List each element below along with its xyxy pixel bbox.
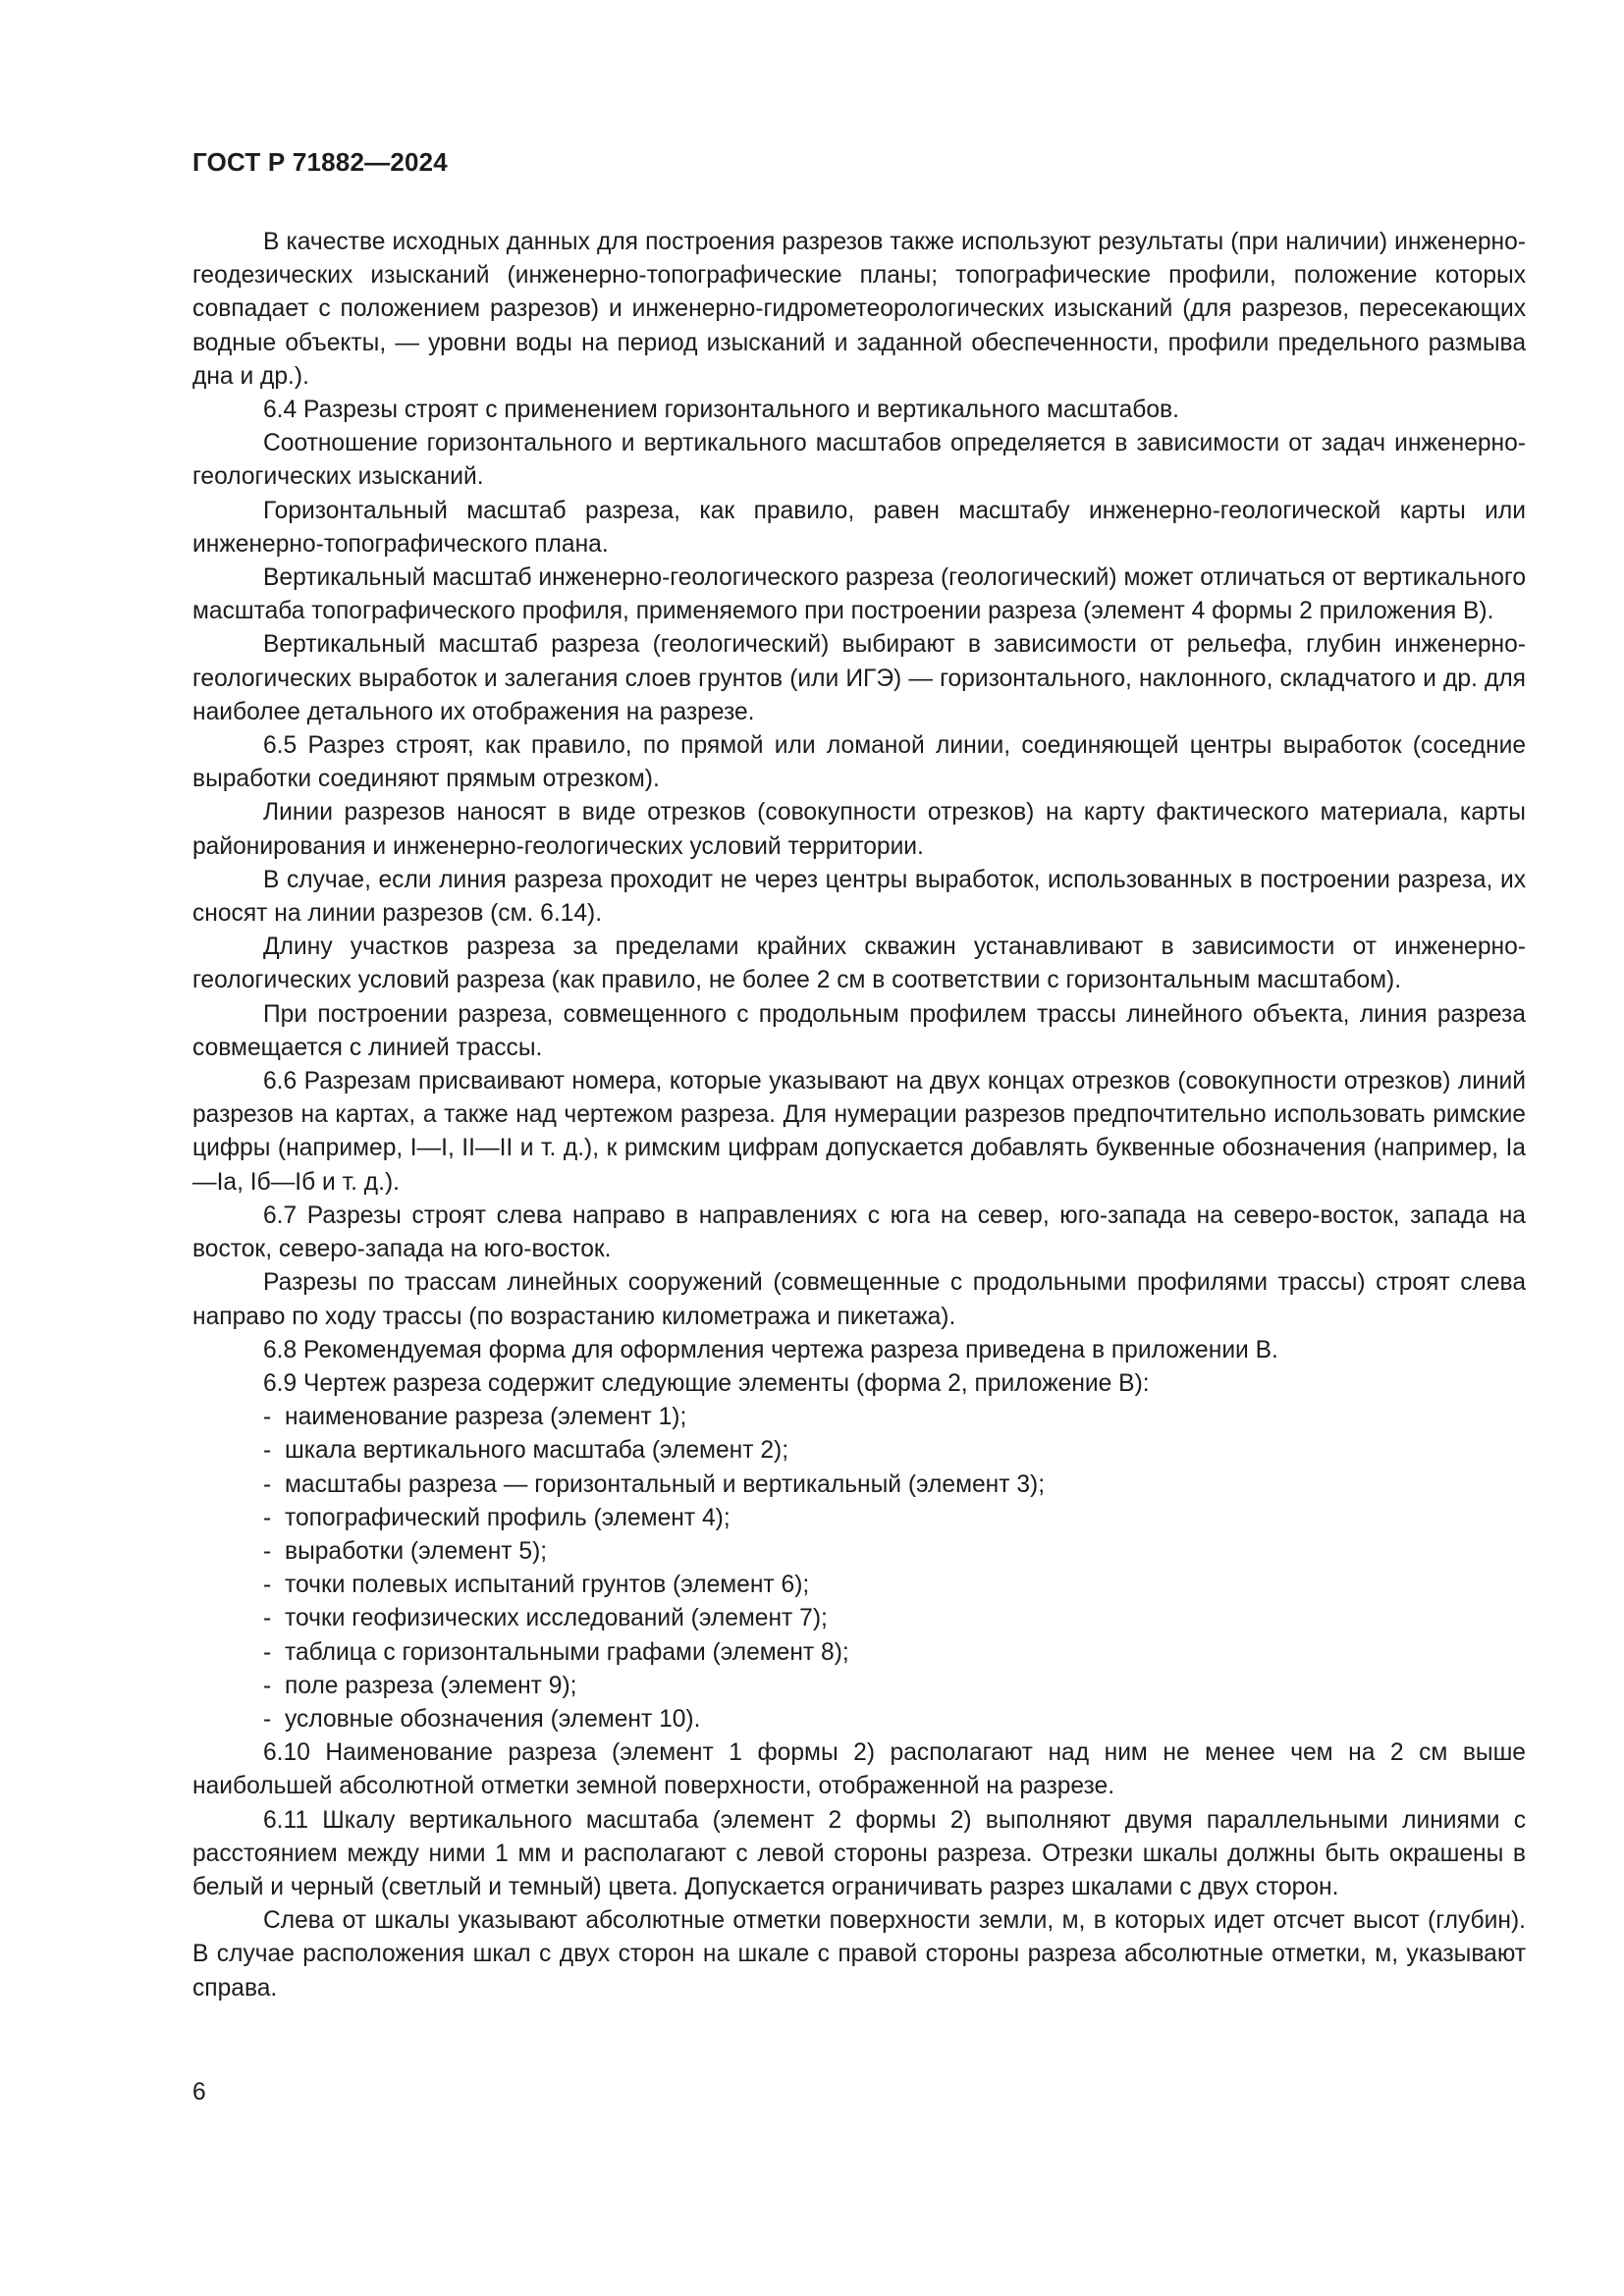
paragraph: 6.9 Чертеж разреза содержит следующие элементы (форма 2, приложение В): [263, 1369, 1150, 1397]
list-dash: - [263, 1572, 272, 1599]
list-dash: - [263, 1605, 272, 1632]
list-item-text: условные обозначения (элемент 10). [285, 1705, 701, 1733]
elements-list [192, 1401, 1526, 1736]
list-item-text: масштабы разреза — горизонтальный и вертикальный (элемент 3); [285, 1470, 1046, 1498]
paragraph: 6.10 Наименование разреза (элемент 1 формы 2) располагают над ним не менее чем на 2 см выше наибольшей абсолютной отметки земной поверхности, отображенной на разрезе. [192, 1739, 1526, 1800]
list-item [263, 1703, 1526, 1736]
document-body [192, 226, 1526, 2005]
page-number: 6 [192, 2079, 206, 2106]
list-dash: - [263, 1504, 272, 1531]
list-dash: - [263, 1404, 272, 1431]
list-item-text: топографический профиль (элемент 4); [285, 1504, 731, 1531]
list-item [263, 1602, 1526, 1635]
list-dash: - [263, 1638, 272, 1666]
paragraph: Соотношение горизонтального и вертикального масштабов определяется в зависимости от задач инженерно-геологических изысканий. [192, 430, 1526, 491]
paragraph: В случае, если линия разреза проходит не через центры выработок, использованных в построении разреза, их сносят на линии разрезов (см. 6.14). [192, 866, 1526, 928]
paragraph: Длину участков разреза за пределами крайних скважин устанавливают в зависимости от инженерно-геологических условий разреза (как правило, не более 2 см в соответствии с горизонтальным масштабом). [192, 934, 1526, 994]
list-item-text: точки геофизических исследований (элемент 7); [285, 1605, 828, 1632]
paragraph: Вертикальный масштаб инженерно-геологического разреза (геологический) может отличаться от вертикального масштаба топографического профиля, применяемого при построении разреза (элемент 4 формы 2 приложения В). [192, 564, 1526, 625]
list-item [263, 1636, 1526, 1670]
list-item [263, 1670, 1526, 1703]
list-dash: - [263, 1537, 272, 1565]
list-dash: - [263, 1672, 272, 1699]
paragraph: В качестве исходных данных для построения разрезов также используют результаты (при наличии) инженерно-геодезических изысканий (инженерно-топографические планы; топографические профили, положение которых совпадает с положением разрезов) и инженерно-гидрометеорологических изысканий (для разрезов, пересекающих водные объекты, — уровни воды на период изысканий и заданной обеспеченности, профили предельного размыва дна и др.). [192, 229, 1526, 390]
paragraph: 6.7 Разрезы строят слева направо в направлениях с юга на север, юго-запада на северо-восток, запада на восток, северо-запада на юго-восток. [192, 1201, 1526, 1263]
paragraph: Слева от шкалы указывают абсолютные отметки поверхности земли, м, в которых идет отсчет высот (глубин). В случае расположения шкал с двух сторон на шкале с правой стороны разреза абсолютные отметки, м, указывают справа. [192, 1907, 1526, 2002]
paragraph: Линии разрезов наносят в виде отрезков (совокупности отрезков) на карту фактического материала, карты районирования и инженерно-геологических условий территории. [192, 799, 1526, 860]
list-item-text: поле разреза (элемент 9); [285, 1672, 577, 1699]
list-dash: - [263, 1437, 272, 1465]
list-item-text: точки полевых испытаний грунтов (элемент 6); [285, 1572, 810, 1599]
list-item [263, 1569, 1526, 1602]
list-item-text: наименование разреза (элемент 1); [285, 1404, 687, 1431]
list-item [263, 1502, 1526, 1535]
list-item-text: выработки (элемент 5); [285, 1537, 548, 1565]
paragraph: 6.8 Рекомендуемая форма для оформления чертежа разреза приведена в приложении В. [263, 1336, 1278, 1363]
paragraph: При построении разреза, совмещенного с продольным профилем трассы линейного объекта, линия разреза совмещается с линией трассы. [192, 1000, 1526, 1061]
list-item [263, 1535, 1526, 1569]
list-item-text: таблица с горизонтальными графами (элемент 8); [285, 1638, 849, 1666]
list-item-text: шкала вертикального масштаба (элемент 2); [285, 1437, 789, 1465]
paragraph: Разрезы по трассам линейных сооружений (совмещенные с продольными профилями трассы) строят слева направо по ходу трассы (по возрастанию километража и пикетажа). [192, 1269, 1526, 1330]
paragraph: Горизонтальный масштаб разреза, как правило, равен масштабу инженерно-геологической карты или инженерно-топографического плана. [192, 497, 1526, 558]
list-dash: - [263, 1705, 272, 1733]
paragraph: Вертикальный масштаб разреза (геологический) выбирают в зависимости от рельефа, глубин инженерно-геологических выработок и залегания слоев грунтов (или ИГЭ) — горизонтального, наклонного, складчатого и др. для наиболее детального их отображения на разрезе. [192, 631, 1526, 725]
paragraph: 6.11 Шкалу вертикального масштаба (элемент 2 формы 2) выполняют двумя параллельными линиями с расстоянием между ними 1 мм и располагают с левой стороны разреза. Отрезки шкалы должны быть окрашены в белый и черный (светлый и темный) цвета. Допускается ограничивать разрез шкалами с двух сторон. [192, 1806, 1526, 1900]
list-dash: - [263, 1470, 272, 1498]
paragraph: 6.5 Разрез строят, как правило, по прямой или ломаной линии, соединяющей центры выработок (соседние выработки соединяют прямым отрезком). [192, 732, 1526, 793]
list-item [263, 1468, 1526, 1502]
list-item [263, 1434, 1526, 1468]
list-item [263, 1401, 1526, 1434]
paragraph: 6.4 Разрезы строят с применением горизонтального и вертикального масштабов. [263, 397, 1179, 424]
document-header-title: ГОСТ Р 71882—2024 [192, 147, 448, 177]
paragraph: 6.6 Разрезам присваивают номера, которые указывают на двух концах отрезков (совокупности отрезков) линий разрезов на картах, а также над чертежом разреза. Для нумерации разрезов предпочтительно использовать римские цифры (например, I—I, II—II и т. д.), к римским цифрам допускается добавлять буквенные обозначения (например, Iа—Iа, Iб—Iб и т. д.). [192, 1068, 1526, 1196]
